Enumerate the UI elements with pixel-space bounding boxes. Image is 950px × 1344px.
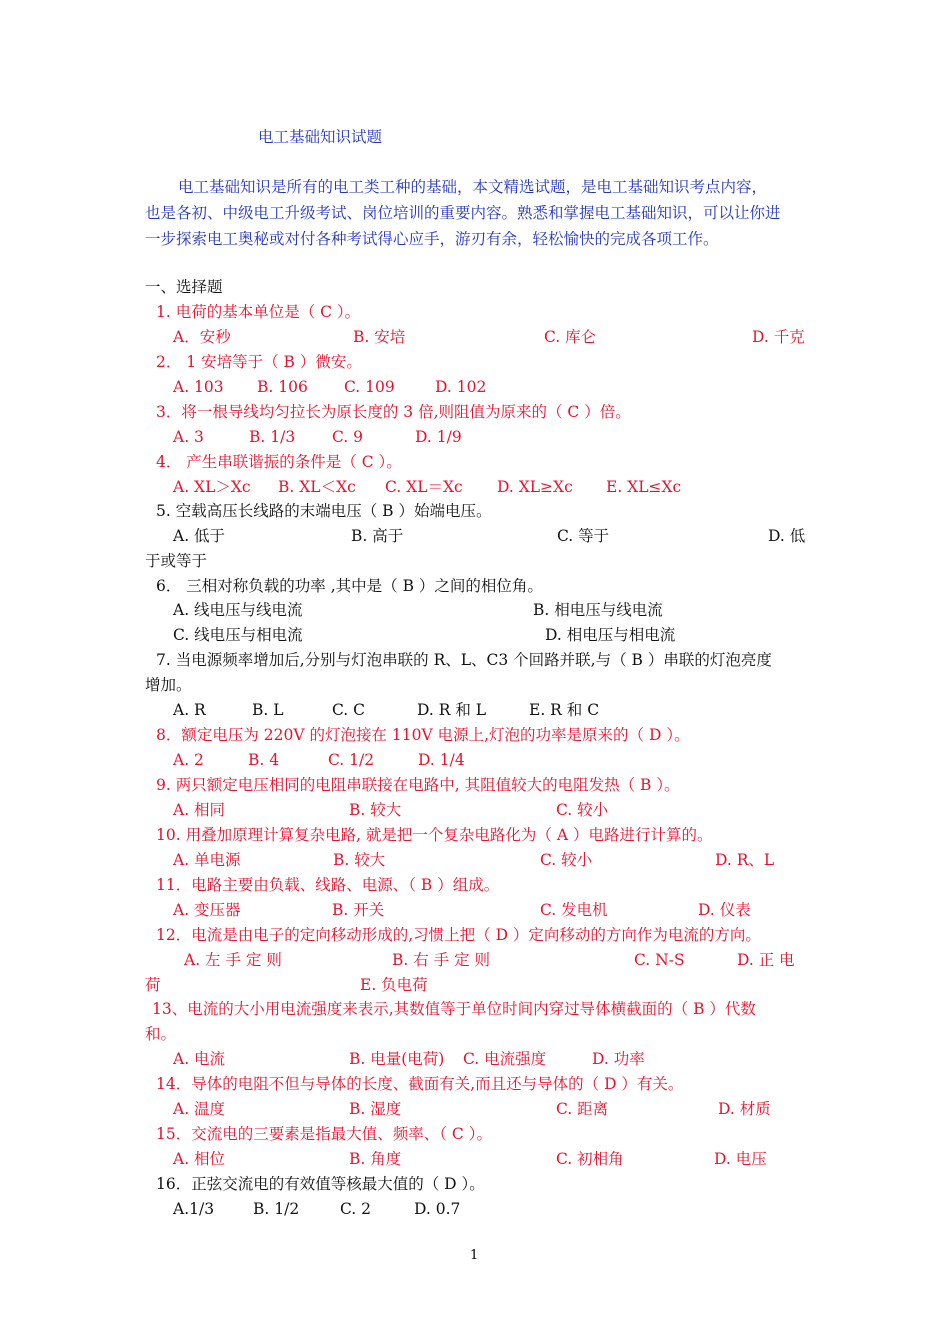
q8-option-b: B. 4	[248, 751, 280, 769]
q12-option-a: A. 左 手 定 则	[184, 951, 282, 969]
q11-option-d: D. 仪表	[698, 901, 751, 919]
question-16: 16．正弦交流电的有效值等核最大值的（ D ）。	[156, 1175, 485, 1193]
q14-option-d: D. 材质	[718, 1100, 771, 1118]
q12-option-b: B. 右 手 定 则	[392, 951, 491, 969]
question-5: 5. 空载高压长线路的末端电压（ B ）始端电压。	[156, 502, 492, 520]
q14-option-c: C. 距离	[556, 1100, 609, 1118]
q13-option-b: B. 电量(电荷)	[349, 1050, 445, 1068]
q3-option-a: A. 3	[173, 428, 204, 446]
q5-option-d-continued: 于或等于	[145, 552, 208, 570]
q11-option-b: B. 开关	[332, 901, 385, 919]
q15-option-b: B. 角度	[349, 1150, 402, 1168]
q10-option-d: D. R、L	[715, 851, 775, 869]
q15-option-a: A. 相位	[173, 1150, 226, 1168]
q14-option-a: A. 温度	[173, 1100, 226, 1118]
q4-option-d: D. XL≥Xc	[497, 478, 573, 496]
q6-option-d: D. 相电压与相电流	[545, 626, 676, 644]
q7-option-c: C. C	[332, 701, 366, 719]
q6-option-c: C. 线电压与相电流	[173, 626, 303, 644]
q16-option-a: A.1/3	[173, 1200, 215, 1218]
q13-option-a: A. 电流	[173, 1050, 226, 1068]
q5-option-a: A. 低于	[173, 527, 226, 545]
question-8: 8．额定电压为 220V 的灯泡接在 110V 电源上,灯泡的功率是原来的（ D ）。	[156, 726, 690, 744]
question-15: 15．交流电的三要素是指最大值、频率、（ C ）。	[156, 1125, 492, 1143]
q2-option-c: C. 109	[344, 378, 395, 396]
intro-line-1: 电工基础知识是所有的电工类工种的基础，本文精选试题，是电工基础知识考点内容，	[178, 178, 768, 196]
intro-line-2: 也是各初、中级电工升级考试、岗位培训的重要内容。熟悉和掌握电工基础知识，可以让你进	[145, 204, 781, 222]
question-2: 2． 1 安培等于（ B ）微安。	[156, 353, 362, 371]
q7-option-d: D. R 和 L	[417, 701, 487, 719]
q5-option-c: C. 等于	[557, 527, 610, 545]
q8-option-c: C. 1/2	[328, 751, 375, 769]
q8-option-a: A. 2	[173, 751, 204, 769]
question-13-continued: 和。	[145, 1025, 177, 1043]
question-6: 6． 三相对称负载的功率 ,其中是（ B ）之间的相位角。	[156, 577, 543, 595]
q10-option-b: B. 较大	[333, 851, 386, 869]
q9-option-a: A. 相同	[173, 801, 226, 819]
q4-option-b: B. XL＜Xc	[278, 478, 356, 496]
q4-option-c: C. XL＝Xc	[385, 478, 463, 496]
q6-option-b: B. 相电压与线电流	[533, 601, 663, 619]
q13-option-c: C. 电流强度	[463, 1050, 547, 1068]
q14-option-b: B. 湿度	[349, 1100, 402, 1118]
question-1: 1. 电荷的基本单位是（ C ）。	[156, 303, 361, 321]
q8-option-d: D. 1/4	[418, 751, 465, 769]
q3-option-d: D. 1/9	[415, 428, 462, 446]
q2-option-d: D. 102	[435, 378, 487, 396]
q5-option-d: D. 低	[768, 527, 806, 545]
question-3: 3．将一根导线均匀拉长为原长度的 3 倍,则阻值为原来的（ C ）倍。	[156, 403, 631, 421]
q3-option-b: B. 1/3	[249, 428, 296, 446]
q16-option-b: B. 1/2	[253, 1200, 300, 1218]
question-7-continued: 增加。	[145, 676, 192, 694]
q1-option-b: B. 安培	[353, 328, 406, 346]
page-number: 1	[470, 1248, 479, 1263]
q12-option-d: D. 正 电	[737, 951, 795, 969]
q7-option-e: E. R 和 C	[529, 701, 600, 719]
q10-option-c: C. 较小	[540, 851, 593, 869]
q1-option-a: A．安秒	[173, 328, 231, 346]
q3-option-c: C. 9	[332, 428, 364, 446]
q2-option-b: B. 106	[257, 378, 308, 396]
q9-option-b: B. 较大	[349, 801, 402, 819]
q16-option-d: D. 0.7	[414, 1200, 461, 1218]
q4-option-a: A. XL＞Xc	[173, 478, 251, 496]
q15-option-c: C. 初相角	[556, 1150, 624, 1168]
q11-option-c: C. 发电机	[540, 901, 608, 919]
q12-option-c: C. N-S	[634, 951, 685, 969]
doc-title: 电工基础知识试题	[258, 128, 383, 146]
q2-option-a: A. 103	[173, 378, 224, 396]
q7-option-a: A. R	[173, 701, 206, 719]
q12-option-d-continued: 荷	[145, 976, 161, 994]
question-7: 7. 当电源频率增加后,分别与灯泡串联的 R、L、C3 个回路并联,与（ B ）串联的灯泡亮度	[156, 651, 772, 669]
q12-option-e: E. 负电荷	[360, 976, 428, 994]
q5-option-b: B. 高于	[351, 527, 404, 545]
question-11: 11．电路主要由负载、线路、电源、（ B ）组成。	[156, 876, 500, 894]
q10-option-a: A. 单电源	[173, 851, 241, 869]
question-10: 10. 用叠加原理计算复杂电路, 就是把一个复杂电路化为（ A ）电路进行计算的。	[156, 826, 713, 844]
q13-option-d: D. 功率	[592, 1050, 645, 1068]
q1-option-c: C. 库仑	[544, 328, 597, 346]
q6-option-a: A. 线电压与线电流	[173, 601, 303, 619]
question-13: 13、电流的大小用电流强度来表示,其数值等于单位时间内穿过导体横截面的（ B ）代数	[152, 1000, 756, 1018]
q9-option-c: C. 较小	[556, 801, 609, 819]
q11-option-a: A. 变压器	[173, 901, 241, 919]
q1-option-d: D. 千克	[752, 328, 805, 346]
question-14: 14．导体的电阻不但与导体的长度、截面有关,而且还与导体的（ D ）有关。	[156, 1075, 684, 1093]
intro-line-3: 一步探索电工奥秘或对付各种考试得心应手，游刃有余，轻松愉快的完成各项工作。	[145, 230, 719, 248]
q4-option-e: E. XL≤Xc	[606, 478, 682, 496]
q15-option-d: D. 电压	[714, 1150, 767, 1168]
question-12: 12．电流是由电子的定向移动形成的,习惯上把（ D ）定向移动的方向作为电流的方向。	[156, 926, 761, 944]
question-9: 9. 两只额定电压相同的电阻串联接在电路中, 其阻值较大的电阻发热（ B ）。	[156, 776, 680, 794]
question-4: 4． 产生串联谐振的条件是（ C ）。	[156, 453, 402, 471]
section-heading: 一、选择题	[145, 278, 223, 296]
q16-option-c: C. 2	[340, 1200, 372, 1218]
q7-option-b: B. L	[252, 701, 284, 719]
